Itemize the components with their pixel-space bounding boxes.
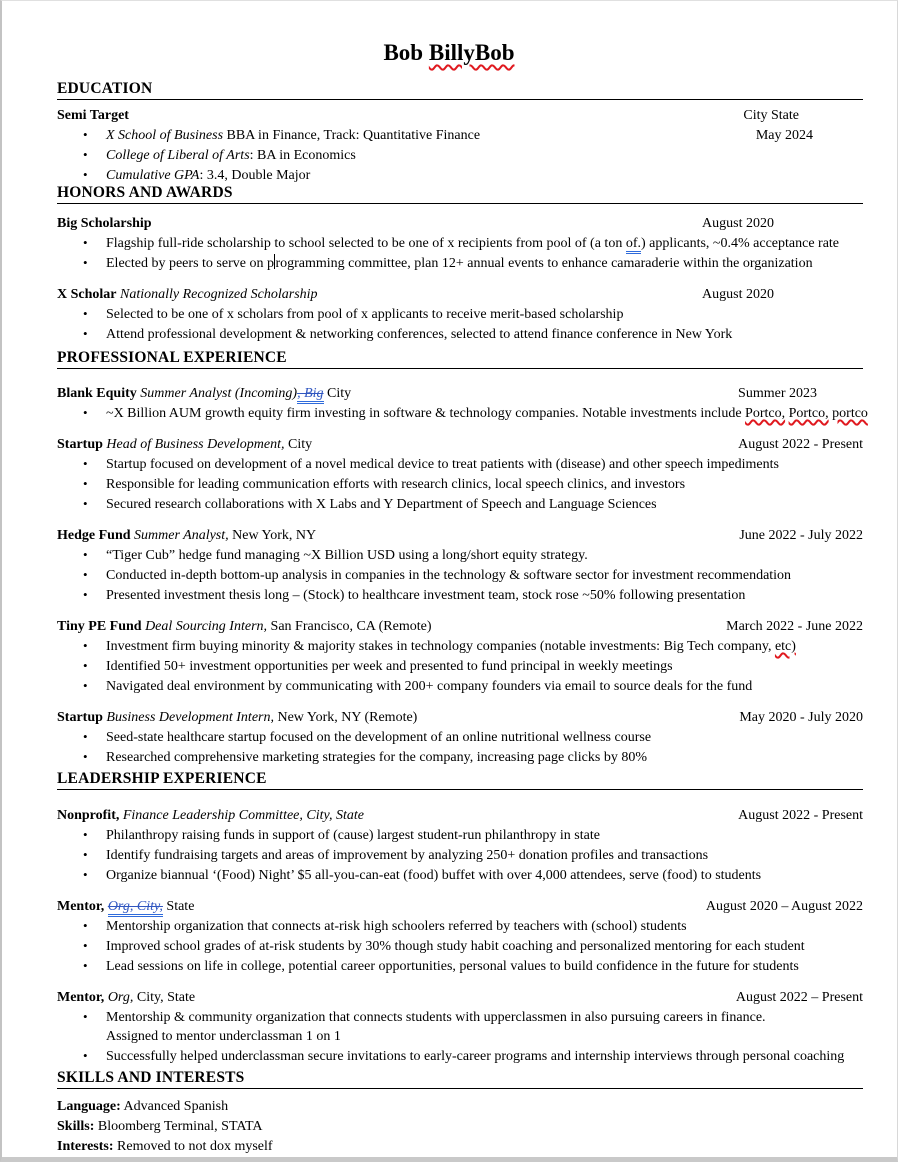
entry-header: [57, 708, 863, 727]
bullet-item: [57, 145, 877, 165]
entry-header: [57, 106, 863, 125]
bullet-item: [57, 956, 877, 976]
entry-title: [57, 988, 736, 1007]
bullet-item: [57, 304, 877, 324]
misspelled-text: etc): [774, 639, 796, 654]
text-run: Advanced Spanish: [120, 1099, 229, 1114]
bullet-text: [106, 455, 877, 474]
bullet-list: [57, 125, 877, 185]
bullet-marker: •: [83, 658, 88, 673]
resume-entry: [57, 806, 863, 885]
text-run: Deal Sourcing Intern,: [145, 619, 268, 634]
bullet-text: [106, 846, 877, 865]
text-run: Nonprofit,: [57, 808, 120, 823]
text-run: Navigated deal environment by communicating with 200+ company founders via email to source deals for the fund: [106, 679, 753, 694]
bullet-text: [106, 254, 877, 273]
bullet-text: [106, 937, 877, 956]
bullet-item: [57, 165, 877, 185]
text-run: Summer Analyst,: [134, 528, 229, 543]
resume-entry: [57, 214, 863, 273]
section-heading-leadership-experience: LEADERSHIP EXPERIENCE: [57, 771, 863, 790]
bullet-list: [57, 727, 877, 767]
text-run: Flagship full-ride scholarship to school selected to be one of x recipients from pool of (a ton: [106, 236, 626, 251]
bullet-marker: •: [83, 476, 88, 491]
entry-title: [57, 708, 739, 727]
text-run: Identify fundraising targets and areas of improvement by analyzing 250+ donation profiles and transactions: [106, 848, 709, 863]
entry-header: [57, 617, 863, 636]
entry-title: [57, 384, 738, 403]
text-run: Secured research collaborations with X Labs and Y Department of Speech and Language Sciences: [106, 497, 657, 512]
entry-title: [57, 106, 743, 125]
bullet-marker: •: [83, 306, 88, 321]
entry-header: [57, 1117, 863, 1136]
bullet-item: [57, 253, 877, 273]
text-run: Cumulative GPA: [106, 168, 200, 183]
bullet-list: [57, 545, 877, 605]
bullet-marker: •: [83, 938, 88, 953]
resume-entry: [57, 988, 863, 1066]
bullet-marker: •: [83, 405, 88, 420]
entry-title: [57, 1097, 863, 1116]
entry-title: [57, 1117, 863, 1136]
entry-header: [57, 435, 863, 454]
bullet-marker: •: [83, 326, 88, 341]
bullet-item: [57, 916, 877, 936]
text-run: Philanthropy raising funds in support of (cause) largest student-run philanthropy in state: [106, 828, 600, 843]
bullet-marker: •: [83, 867, 88, 882]
bullet-marker: •: [83, 918, 88, 933]
bullet-list: [57, 825, 877, 885]
text-run: : 3.4, Double Major: [199, 168, 311, 183]
grammar-flagged-text: of.: [626, 236, 641, 254]
bullet-item: [57, 636, 877, 656]
resume-entry: [57, 708, 863, 767]
entry-header: [57, 806, 863, 825]
bullet-item: [57, 125, 877, 145]
bullet-text: [106, 637, 877, 656]
resume-entry: [57, 435, 863, 514]
bullet-list: [57, 403, 877, 423]
leadership-entries: [57, 806, 863, 1066]
bullet-item: [57, 865, 877, 885]
resume-entry: [57, 1097, 863, 1116]
bullet-item: [57, 1007, 877, 1046]
entry-header: [57, 988, 863, 1007]
bullet-marker: •: [83, 958, 88, 973]
text-run: Mentor,: [57, 899, 105, 914]
entry-date: August 2020: [702, 216, 774, 231]
bullet-item: [57, 545, 877, 565]
resume-entry: [57, 526, 863, 605]
text-run: Investment firm buying minority & majority stakes in technology companies (notable investments: Big Tech company,: [106, 639, 775, 654]
text-run: Conducted in-depth bottom-up analysis in companies in the technology & software sector for investment recommendation: [106, 568, 792, 583]
skills-entries: [57, 1097, 863, 1156]
bullet-text: [106, 325, 877, 344]
text-run: Mentorship & community organization that connects students with upperclassmen in also pursuing careers in finance.: [106, 1010, 766, 1025]
bullet-marker: •: [83, 147, 88, 162]
bullet-item: [57, 676, 877, 696]
bullet-item: [57, 494, 877, 514]
text-run: Successfully helped underclassman secure invitations to early-career programs and internship interviews through personal coaching: [106, 1049, 845, 1064]
section-heading-honors: HONORS AND AWARDS: [57, 185, 863, 204]
text-run: X Scholar: [57, 287, 117, 302]
honors-entries: [57, 214, 863, 344]
bullet-marker: •: [83, 255, 88, 270]
text-run: Business Development Intern,: [106, 710, 274, 725]
text-run: Startup: [57, 437, 103, 452]
entry-title: [57, 285, 702, 304]
text-run: rogramming committee, plan 12+ annual events to enhance camaraderie within the organization: [275, 256, 813, 271]
bullet-text: [106, 677, 877, 696]
entry-title: [57, 806, 738, 825]
entry-date: City State: [743, 108, 799, 123]
entry-header: [57, 384, 863, 403]
text-run: ) applicants, ~0.4% acceptance rate: [641, 236, 840, 251]
bullet-marker: •: [83, 235, 88, 250]
bullet-item: [57, 825, 877, 845]
bullet-item: [57, 656, 877, 676]
resume-entry: [57, 384, 868, 423]
bullet-marker: •: [83, 547, 88, 562]
text-run: Organize biannual ‘(Food) Night’ $5 all-you-can-eat (food) buffet with over 4,000 attendees, serve (food) to students: [106, 868, 762, 883]
section-heading-professional-experience: PROFESSIONAL EXPERIENCE: [57, 350, 863, 369]
bullet-item: [57, 454, 877, 474]
bullet-marker: •: [83, 127, 88, 142]
bullet-item: [57, 936, 877, 956]
text-run: Language:: [57, 1099, 121, 1114]
text-run: Startup: [57, 710, 103, 725]
resume-entry: [57, 1117, 863, 1136]
text-run: City: [323, 386, 352, 401]
text-run: Org,: [107, 990, 134, 1005]
bullet-list: [57, 1007, 877, 1066]
text-run: “Tiger Cub” hedge fund managing ~X Billion USD using a long/short equity strategy.: [106, 548, 588, 563]
bullet-item: [57, 1046, 877, 1066]
text-run: Assigned to mentor underclassman 1 on 1: [106, 1029, 341, 1044]
resume-entry: [57, 897, 863, 976]
entry-header: [57, 1137, 863, 1156]
text-run: Head of Business Development,: [106, 437, 285, 452]
bullet-item: [57, 233, 877, 253]
bullet-marker: •: [83, 847, 88, 862]
bullet-text: [106, 748, 877, 767]
bullet-list: [57, 233, 877, 273]
bullet-marker: •: [83, 496, 88, 511]
bullet-list: [57, 454, 877, 514]
bullet-text: [106, 826, 877, 845]
section-education: [57, 81, 863, 185]
bullet-item: [57, 403, 877, 423]
text-run: State: [162, 899, 195, 914]
bullet-text: [106, 586, 877, 605]
bullet-text: [106, 305, 877, 324]
bullet-marker: •: [83, 678, 88, 693]
section-skills-interests: [57, 1070, 863, 1156]
bullet-marker: •: [83, 638, 88, 653]
bullet-date: May 2024: [755, 128, 813, 143]
text-run: Improved school grades of at-risk students by 30% though study habit coaching and personalized mentoring for each student: [106, 939, 805, 954]
text-run: Skills:: [57, 1119, 95, 1134]
entry-date: August 2022 – Present: [735, 990, 863, 1005]
resume-entry: [57, 1137, 863, 1156]
education-entries: [57, 106, 863, 185]
bullet-text: [106, 475, 877, 494]
text-run: Summer Analyst (Incoming): [140, 386, 298, 401]
text-run: Identified 50+ investment opportunities per week and presented to fund principal in weekly meetings: [106, 659, 673, 674]
entry-title: [57, 526, 739, 545]
text-run: Bloomberg Terminal, STATA: [94, 1119, 263, 1134]
resume-entry: [57, 106, 863, 185]
bullet-text: [106, 866, 877, 885]
bullet-text: [106, 495, 877, 514]
bullet-marker: •: [83, 587, 88, 602]
bullet-list: [57, 304, 877, 344]
text-run: BBA in Finance, Track: Quantitative Finance: [223, 128, 481, 143]
text-run: Finance Leadership Committee, City, State: [122, 808, 364, 823]
text-run: Lead sessions on life in college, potential career opportunities, personal values to build confidence in the future for students: [106, 959, 799, 974]
section-honors-awards: [57, 185, 863, 344]
bullet-marker: •: [83, 827, 88, 842]
entry-date: May 2020 - July 2020: [739, 710, 863, 725]
entry-date: August 2022 - Present: [738, 437, 863, 452]
text-run: San Francisco, CA (Remote): [267, 619, 432, 634]
text-run: Seed-state healthcare startup focused on the development of an online nutritional wellness course: [106, 730, 652, 745]
bullet-text: [106, 166, 877, 185]
text-run: X School of Business: [106, 128, 224, 143]
misspelled-text: Portco,: [788, 406, 829, 421]
text-run: Responsible for leading communication efforts with research clinics, local speech clinics, and investors: [106, 477, 686, 492]
entry-date: August 2022 - Present: [738, 808, 863, 823]
bullet-item: [57, 727, 877, 747]
text-run: Semi Target: [57, 108, 129, 123]
bullet-text: [106, 1008, 877, 1046]
entry-header: [57, 526, 863, 545]
text-run: Selected to be one of x scholars from pool of x applicants to receive merit-based scholarship: [106, 307, 624, 322]
text-run: City, State: [133, 990, 196, 1005]
entry-header: [57, 214, 863, 233]
entry-title: [57, 897, 706, 916]
bullet-text: [106, 404, 877, 423]
bullet-text: [106, 1047, 877, 1066]
bullet-item: [57, 324, 877, 344]
bullet-text: [106, 657, 877, 676]
bullet-list: [57, 916, 877, 976]
bullet-text: [106, 728, 877, 747]
tracked-deletion-text: Org, City,: [108, 899, 163, 917]
text-run: Presented investment thesis long – (Stock) to healthcare investment team, stock rose ~50% following presentation: [106, 588, 746, 603]
bullet-marker: •: [83, 749, 88, 764]
bullet-text: [106, 566, 877, 585]
misspelled-text: Portco,: [745, 406, 786, 421]
title-last-name-misspelled: BillyBob: [428, 40, 515, 65]
entry-date: Summer 2023: [738, 386, 817, 401]
bullet-item: [57, 747, 877, 767]
text-run: Attend professional development & networking conferences, selected to attend finance conference in New York: [106, 327, 733, 342]
tracked-deletion-text: , Big: [297, 386, 323, 404]
text-run: ~X Billion AUM growth equity firm investing in software & technology companies. Notable investments include: [106, 406, 746, 421]
text-run: New York, NY: [228, 528, 317, 543]
bullet-marker: •: [83, 729, 88, 744]
section-professional-experience: [57, 349, 868, 767]
entry-title: [57, 617, 726, 636]
entry-date: August 2020: [702, 287, 774, 302]
bullet-list: [57, 636, 877, 696]
section-heading-skills-interests: SKILLS AND INTERESTS: [57, 1070, 863, 1089]
entry-date: August 2020 – August 2022: [705, 899, 863, 914]
title-first-name: Bob: [383, 40, 429, 65]
bullet-text: [106, 917, 877, 936]
bullet-item: [57, 585, 877, 605]
bullet-item: [57, 474, 877, 494]
text-run: Elected by peers to serve on p: [106, 256, 274, 271]
bullet-text: [106, 957, 877, 976]
bullet-marker: •: [83, 1048, 88, 1063]
text-run: Removed to not dox myself: [113, 1139, 273, 1154]
bullet-text: [106, 146, 877, 165]
bullet-text: [106, 546, 877, 565]
resume-entry: [57, 617, 863, 696]
text-run: Mentor,: [57, 990, 105, 1005]
entry-title: [57, 214, 702, 233]
entry-header: [57, 285, 863, 304]
text-run: Hedge Fund: [57, 528, 131, 543]
bullet-item: [57, 845, 877, 865]
entry-header: [57, 897, 863, 916]
bullet-marker: •: [83, 456, 88, 471]
text-run: Tiny PE Fund: [57, 619, 142, 634]
section-leadership-experience: [57, 771, 863, 1066]
bullet-text: [106, 234, 877, 253]
text-run: Big Scholarship: [57, 216, 152, 231]
entry-date: March 2022 - June 2022: [726, 619, 863, 634]
text-run: Startup focused on development of a novel medical device to treat patients with (disease) and other speech impediments: [106, 457, 779, 472]
text-run: Researched comprehensive marketing strategies for the company, increasing page clicks by 80%: [106, 750, 648, 765]
text-run: Mentorship organization that connects at-risk high schoolers referred by teachers with (school) students: [106, 919, 687, 934]
bullet-marker: •: [83, 567, 88, 582]
text-run: Nationally Recognized Scholarship: [120, 287, 318, 302]
text-run: Interests:: [57, 1139, 114, 1154]
misspelled-text: portco: [832, 406, 868, 421]
text-run: : BA in Economics: [249, 148, 356, 163]
resume-entry: [57, 285, 863, 344]
entry-title: [57, 1137, 863, 1156]
bullet-text: [106, 126, 756, 145]
entry-header: [57, 1097, 863, 1116]
bullet-item: [57, 565, 877, 585]
text-run: College of Liberal of Arts: [106, 148, 250, 163]
section-heading-education: EDUCATION: [57, 81, 863, 100]
entry-title: [57, 435, 738, 454]
professional-experience-entries: [57, 384, 868, 767]
text-run: Blank Equity: [57, 386, 137, 401]
entry-date: June 2022 - July 2022: [739, 528, 863, 543]
bullet-marker: •: [83, 167, 88, 182]
bullet-marker: •: [83, 1009, 88, 1024]
text-run: New York, NY (Remote): [273, 710, 418, 725]
page-title: [57, 39, 841, 67]
text-run: City: [284, 437, 313, 452]
